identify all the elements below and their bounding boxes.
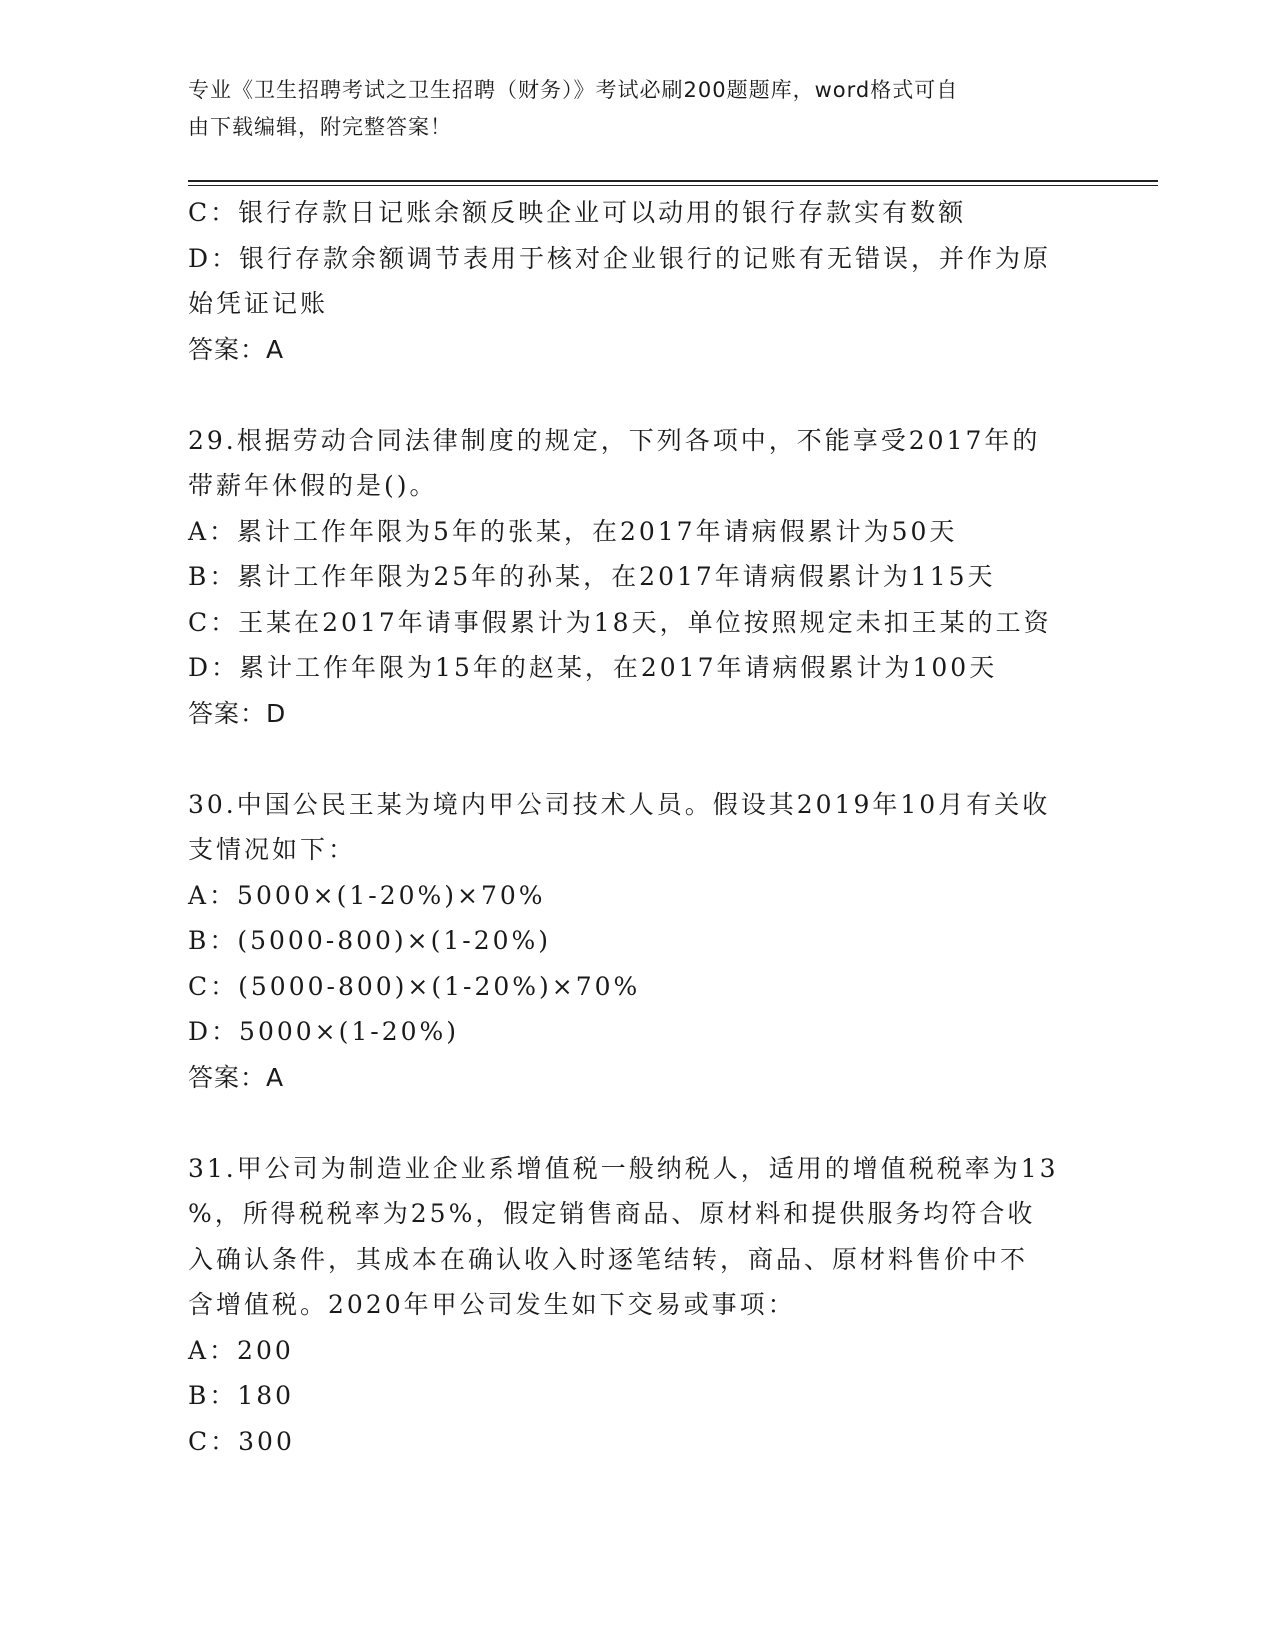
text-line: 始凭证记账 [188, 289, 329, 318]
text-line: A：累计工作年限为5年的张某，在2017年请病假累计为50天 [188, 516, 958, 546]
answer-line: 答案：D [188, 698, 287, 728]
text-line: 含增值税。2020年甲公司发生如下交易或事项： [188, 1290, 796, 1319]
text-line: 31.甲公司为制造业企业系增值税一般纳税人，适用的增值税税率为13 [188, 1153, 1059, 1183]
text-line: D：银行存款余额调节表用于核对企业银行的记账有无错误，并作为原 [188, 243, 1052, 273]
answer-line: 答案：A [188, 1062, 285, 1092]
text-line: B：180 [188, 1381, 295, 1410]
text-line: A：5000×(1-20%)×70% [188, 880, 546, 910]
blank-line [188, 372, 1088, 418]
text-line: %，所得税税率为25%，假定销售商品、原材料和提供服务均符合收 [188, 1199, 1036, 1228]
text-line: 29.根据劳动合同法律制度的规定，下列各项中，不能享受2017年的 [188, 425, 1041, 455]
blank-line [188, 736, 1088, 782]
text-line: C：银行存款日记账余额反映企业可以动用的银行存款实有数额 [188, 198, 967, 227]
text-line: D：5000×(1-20%) [188, 1017, 460, 1046]
text-line: C：300 [188, 1426, 295, 1456]
text-line: C：(5000-800)×(1-20%)×70% [188, 971, 641, 1001]
text-line: D：累计工作年限为15年的赵某，在2017年请病假累计为100天 [188, 653, 998, 682]
text-line: B：(5000-800)×(1-20%) [188, 926, 552, 955]
header-line-2: 由下载编辑，附完整答案！ [188, 115, 452, 139]
text-line: A：200 [188, 1335, 294, 1365]
text-line: 30.中国公民王某为境内甲公司技术人员。假设其2019年10月有关收 [188, 789, 1051, 819]
header-line-1: 专业《卫生招聘考试之卫生招聘（财务）》考试必刷200题题库，word格式可自 [188, 78, 959, 102]
text-line: 入确认条件，其成本在确认收入时逐笔结转，商品、原材料售价中不 [188, 1244, 1029, 1274]
header-divider-thick [188, 180, 1158, 182]
blank-line [188, 1100, 1088, 1146]
document-header [188, 72, 1068, 146]
text-line: C：王某在2017年请事假累计为18天，单位按照规定未扣王某的工资 [188, 607, 1052, 637]
text-line: 支情况如下： [188, 835, 357, 864]
text-line: 带薪年休假的是()。 [188, 471, 438, 500]
header-divider-thin [188, 185, 1158, 186]
text-line: B：累计工作年限为25年的孙某，在2017年请病假累计为115天 [188, 562, 996, 591]
answer-line: 答案：A [188, 334, 285, 364]
question-content [188, 190, 1088, 1464]
